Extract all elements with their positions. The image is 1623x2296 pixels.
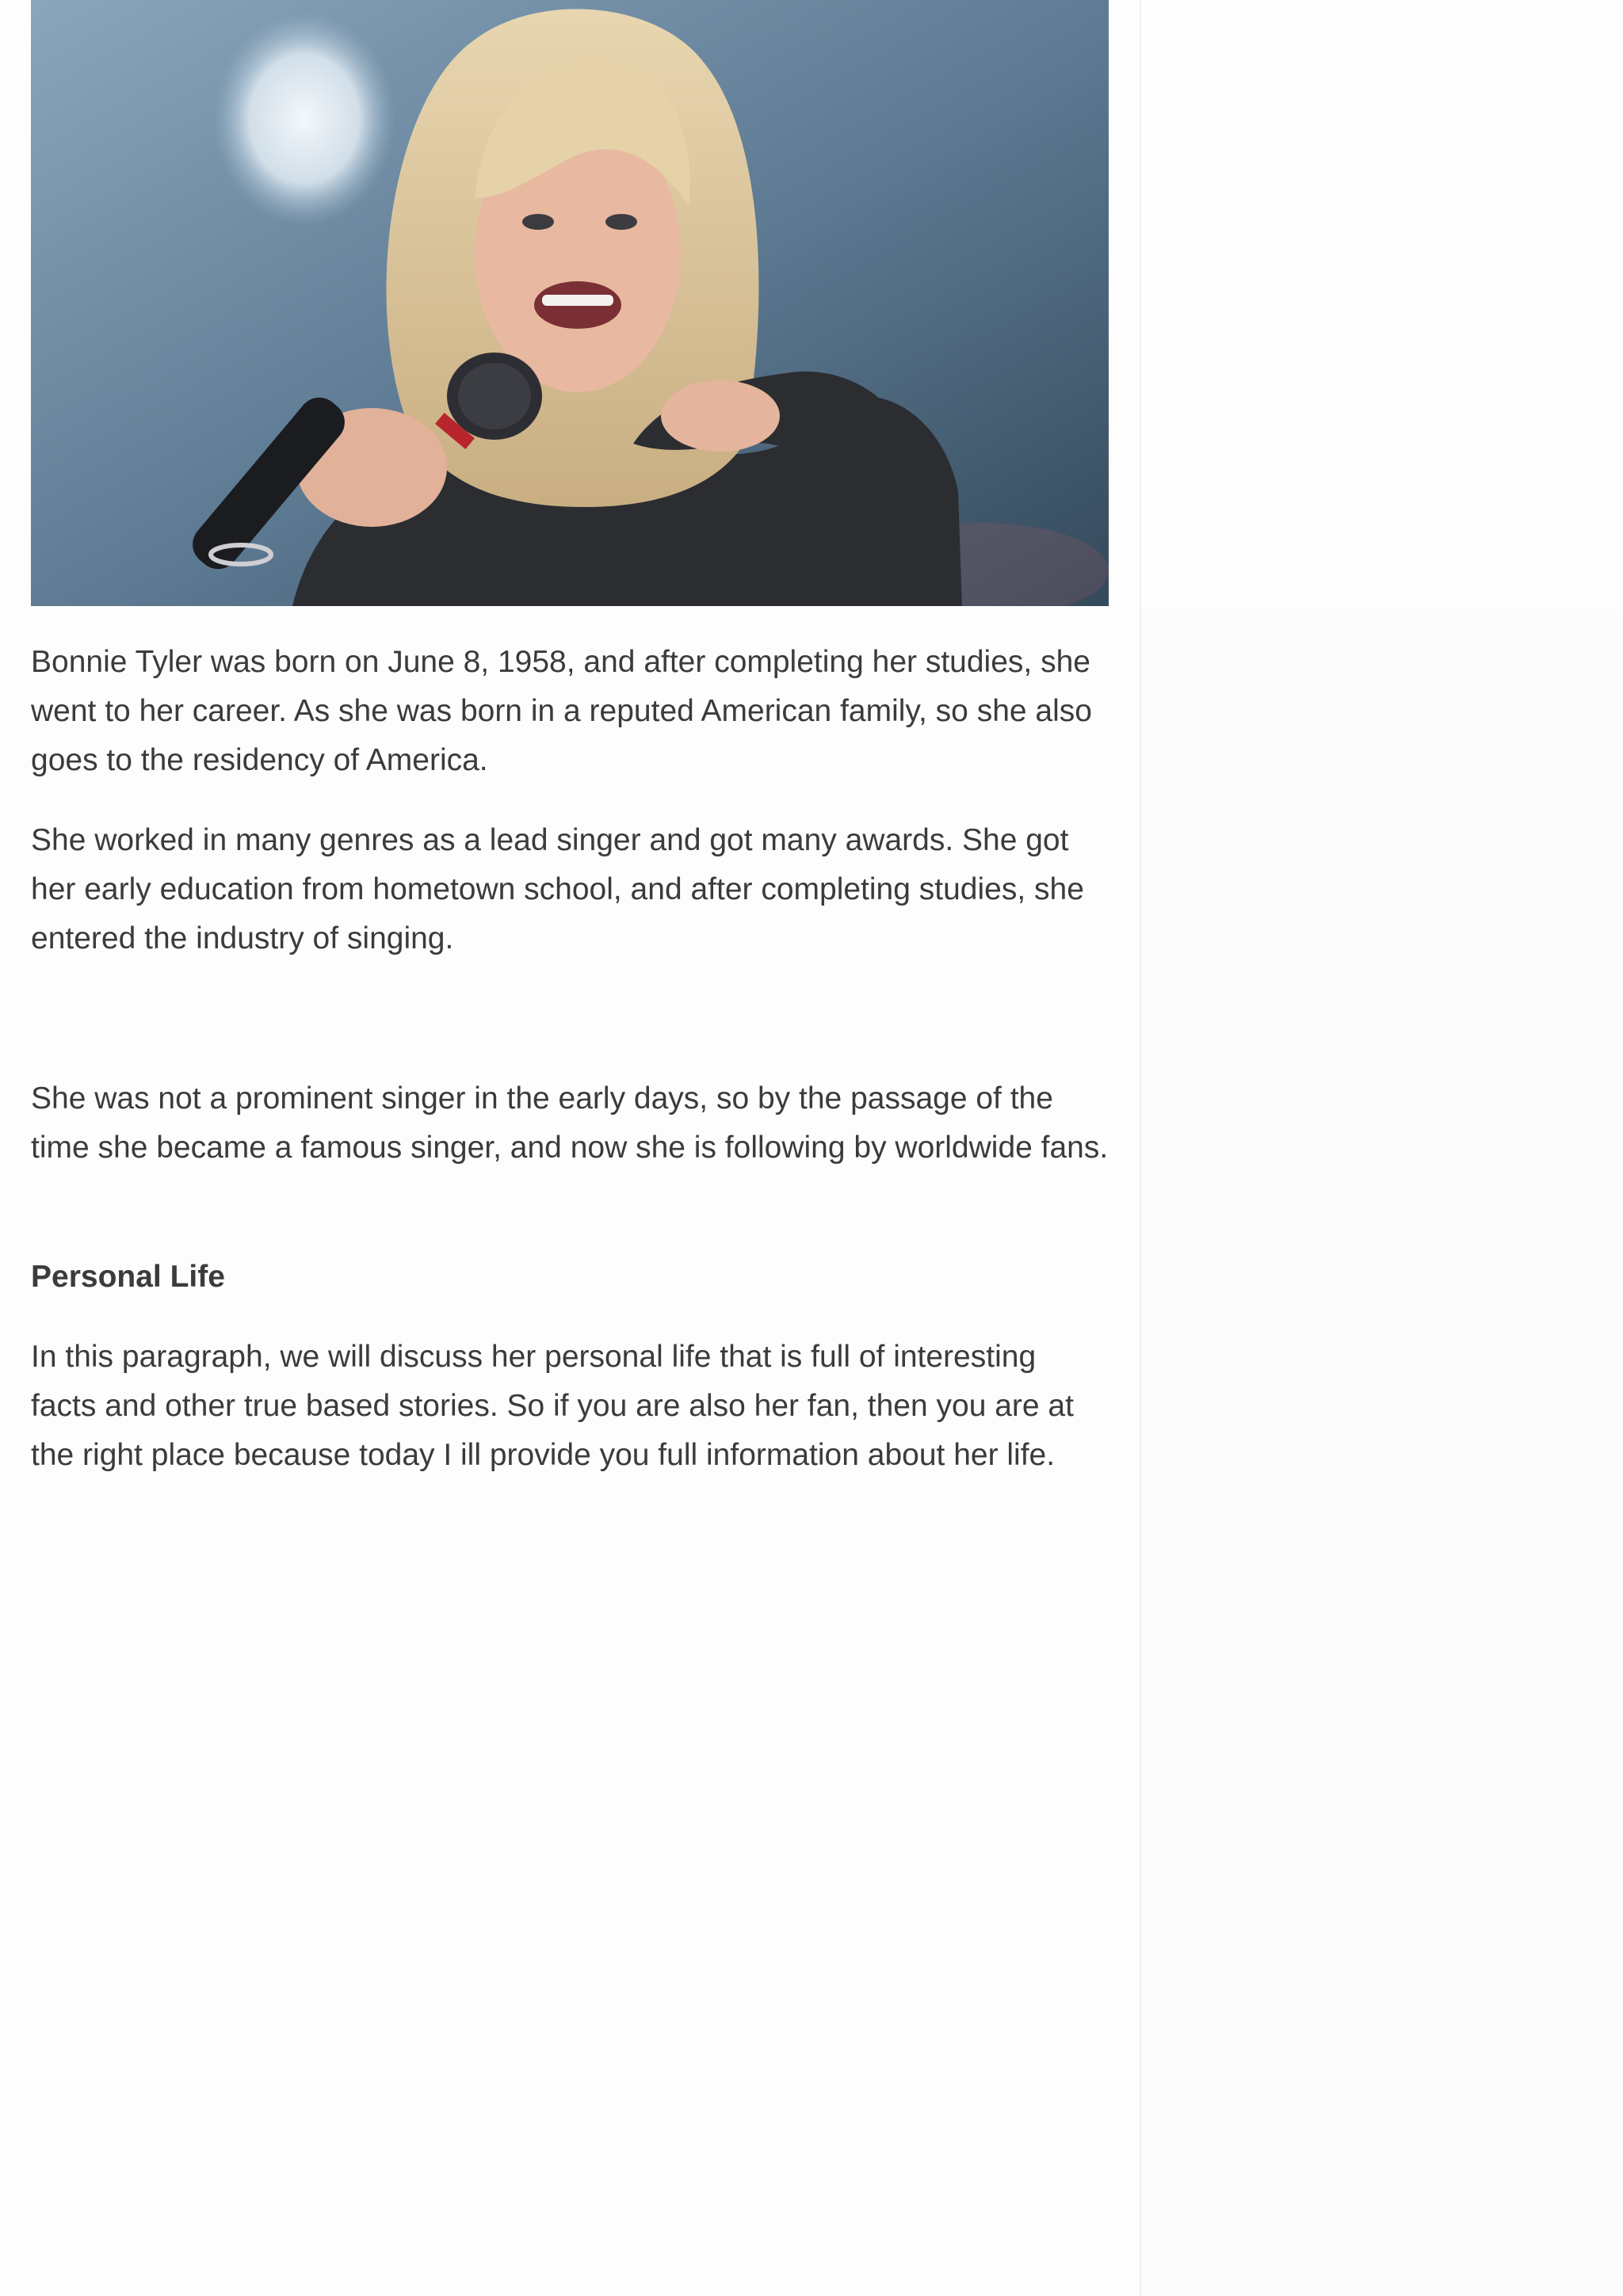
hero-image [31, 0, 1109, 606]
article-paragraph-2: She worked in many genres as a lead singer and got many awards. She got her early education from hometown school, and after completing studies, she entered the industry of singing. [31, 823, 1084, 955]
sidebar [1140, 0, 1623, 2296]
personal-life-paragraph: In this paragraph, we will discuss her personal life that is full of interesting facts and other true based stories. So if you are also her fan, then you are at the right place because today I ill provide you full information about her life. [31, 1340, 1074, 1472]
singer-photo-illustration [31, 0, 1109, 606]
article-paragraph-3: She was not a prominent singer in the early days, so by the passage of the time she became a famous singer, and now she is following by worldwide fans. [31, 1081, 1109, 1165]
article-paragraph-1: Bonnie Tyler was born on June 8, 1958, and after completing her studies, she went to her career. As she was born in a reputed American family, so she also goes to the residency of America. [31, 645, 1092, 777]
section-heading-personal-life: Personal Life [31, 1260, 225, 1294]
article [31, 0, 1109, 1472]
sidebar-top-area [1141, 0, 1623, 610]
